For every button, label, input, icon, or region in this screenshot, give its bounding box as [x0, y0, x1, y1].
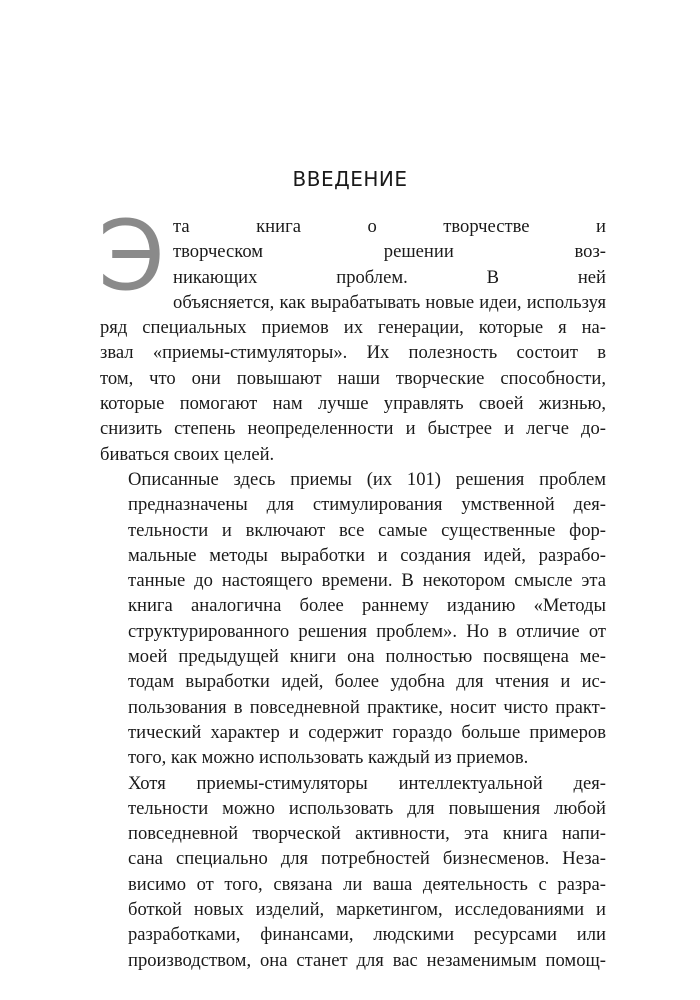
drop-cap-letter: Э: [98, 200, 166, 312]
text-line: боткой новых изделий, маркетингом, исследованиями и: [128, 899, 606, 921]
text-line: том, что они повышают наши творческие способности,: [100, 367, 606, 389]
text-line: никающих проблем. В ней: [173, 266, 606, 288]
text-line: структурированного решения проблем». Но в отличие от: [128, 620, 606, 642]
text-line: моей предыдущей книги она полностью посвящена ме-: [128, 646, 606, 668]
text-line: биваться своих целей.: [100, 443, 275, 465]
text-line: висимо от того, связана ли ваша деятельность с разра-: [128, 873, 606, 895]
text-line: которые помогают нам лучше управлять своей жизнью,: [100, 393, 606, 415]
text-line: объясняется, как вырабатывать новые идеи, используя: [173, 291, 606, 313]
text-line: ряд специальных приемов их генерации, которые я на-: [100, 317, 606, 339]
text-line: пользования в повседневной практике, носит чисто практ-: [128, 696, 606, 718]
text-line: тельности можно использовать для повышения любой: [128, 797, 606, 819]
text-line: Хотя приемы-стимуляторы интеллектуальной дея-: [128, 772, 606, 794]
paragraph-2: [100, 467, 606, 771]
text-line: предназначены для стимулирования умственной дея-: [128, 494, 606, 516]
chapter-body: [98, 200, 606, 973]
text-line: танные до настоящего времени. В некотором смысле эта: [128, 570, 606, 592]
text-line: тодам выработки идей, более удобна для чтения и ис-: [128, 671, 606, 693]
text-line: книга аналогична более раннему изданию «Методы: [128, 595, 606, 617]
text-line: мальные методы выработки и создания идей, разрабо-: [128, 544, 606, 566]
text-line: повседневной творческой активности, эта книга напи-: [128, 823, 606, 845]
text-line: снизить степень неопределенности и быстрее и легче до-: [100, 418, 606, 440]
chapter-heading: ВВЕДЕНИЕ: [292, 167, 408, 191]
text-line: тельности и включают все самые существенные фор-: [128, 519, 606, 541]
text-line: Описанные здесь приемы (их 101) решения проблем: [128, 468, 606, 490]
text-line: та книга о творчестве и: [173, 216, 606, 237]
paragraph-1: [98, 200, 606, 467]
paragraph-3: [100, 771, 606, 973]
text-line: производством, она станет для вас незаменимым помощ-: [128, 949, 606, 971]
text-line: разработками, финансами, людскими ресурсами или: [128, 924, 606, 946]
text-line: сана специально для потребностей бизнесменов. Неза-: [128, 848, 606, 870]
text-line: творческом решении воз-: [173, 241, 606, 263]
text-line: тический характер и содержит гораздо больше примеров: [128, 721, 606, 743]
text-line: того, как можно использовать каждый из приемов.: [128, 747, 529, 769]
text-line: звал «приемы-стимуляторы». Их полезность состоит в: [100, 342, 606, 364]
